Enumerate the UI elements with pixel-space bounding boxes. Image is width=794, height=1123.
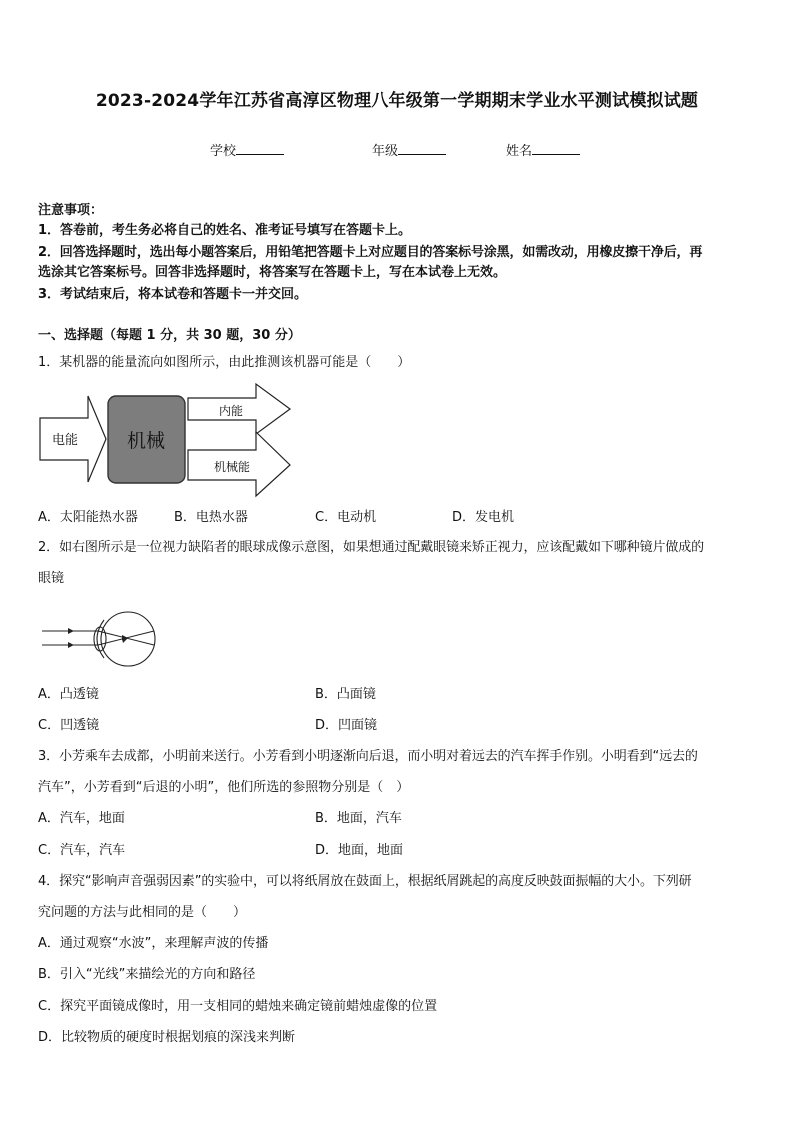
q2-stem-line-2: 眼镜	[38, 571, 65, 586]
q2-stem-line-1: 2．如右图所示是一位视力缺陷者的眼球成像示意图，如果想通过配戴眼镜来矫正视力，应该配戴如下哪种镜片做成的	[38, 540, 705, 555]
notes-heading: 注意事项：	[38, 203, 104, 218]
ray-bottom-arrow	[68, 642, 74, 648]
q1-option-d[interactable]: D．发电机	[452, 510, 515, 525]
q2-option-c[interactable]: C．凹透镜	[38, 718, 100, 733]
q2-option-b[interactable]: B．凸面镜	[315, 687, 376, 702]
school-field	[210, 140, 284, 159]
q4-stem-line-2: 究问题的方法与此相同的是（ ）	[38, 905, 247, 920]
note-3: 3．考试结束后，将本试卷和答题卡一并交回。	[38, 287, 308, 302]
q1-option-a[interactable]: A．太阳能热水器	[38, 510, 138, 525]
name-field	[506, 140, 580, 159]
grade-field	[372, 140, 446, 159]
q3-option-c[interactable]: C．汽车，汽车	[38, 843, 126, 858]
q3-stem-line-2: 汽车”，小芳看到“后退的小明”，他们所选的参照物分别是（ ）	[38, 780, 410, 795]
note-2-line-1: 2．回答选择题时，选出每小题答案后，用铅笔把答题卡上对应题目的答案标号涂黑，如需改动，用橡皮擦干净后，再	[38, 245, 703, 260]
q3-stem-line-1: 3．小芳乘车去成都，小明前来送行。小芳看到小明逐渐向后退，而小明对着远去的汽车挥手作别。小明看到“远去的	[38, 749, 698, 764]
eye-diagram	[40, 610, 162, 668]
page-title: 2023-2024学年江苏省高淳区物理八年级第一学期期末学业水平测试模拟试题	[95, 91, 699, 111]
q4-option-b[interactable]: B．引入“光线”来描绘光的方向和路径	[38, 967, 256, 982]
ray-top-arrow	[68, 628, 74, 634]
note-2-line-2: 选涂其它答案标号。回答非选择题时，将答案写在答题卡上，写在本试卷上无效。	[38, 265, 507, 280]
q1-option-b[interactable]: B．电热水器	[174, 510, 248, 525]
q3-option-d[interactable]: D．地面，地面	[315, 843, 404, 858]
q2-option-a[interactable]: A．凸透镜	[38, 687, 99, 702]
output-2-label: 机械能	[214, 460, 251, 474]
q2-option-d[interactable]: D．凹面镜	[315, 718, 378, 733]
q3-option-b[interactable]: B．地面，汽车	[315, 811, 402, 826]
section-heading: 一、选择题（每题 1 分，共 30 题，30 分）	[38, 328, 301, 343]
grade-label: 年级	[372, 144, 399, 159]
name-label: 姓名	[506, 144, 533, 159]
q4-option-a[interactable]: A．通过观察“水波”，来理解声波的传播	[38, 936, 269, 951]
note-1: 1．答卷前，考生务必将自己的姓名、准考证号填写在答题卡上。	[38, 223, 412, 238]
q1-option-c[interactable]: C．电动机	[315, 510, 377, 525]
q4-stem-line-1: 4．探究“影响声音强弱因素”的实验中，可以将纸屑放在鼓面上，根据纸屑跳起的高度反映鼓面振幅的大小。下列研	[38, 874, 692, 889]
school-blank	[236, 141, 284, 155]
name-blank	[532, 141, 580, 155]
machine-label: 机械	[126, 430, 166, 452]
student-info-row	[0, 140, 794, 160]
q1-stem: 1．某机器的能量流向如图所示，由此推测该机器可能是（ ）	[38, 355, 411, 370]
q3-option-a[interactable]: A．汽车，地面	[38, 811, 125, 826]
energy-flow-diagram	[38, 382, 298, 500]
output-1-label: 内能	[219, 404, 244, 418]
q4-option-d[interactable]: D．比较物质的硬度时根据划痕的深浅来判断	[38, 1030, 296, 1045]
input-energy-label: 电能	[52, 433, 79, 448]
grade-blank	[398, 141, 446, 155]
school-label: 学校	[210, 144, 237, 159]
q4-option-c[interactable]: C．探究平面镜成像时，用一支相同的蜡烛来确定镜前蜡烛虚像的位置	[38, 999, 438, 1014]
